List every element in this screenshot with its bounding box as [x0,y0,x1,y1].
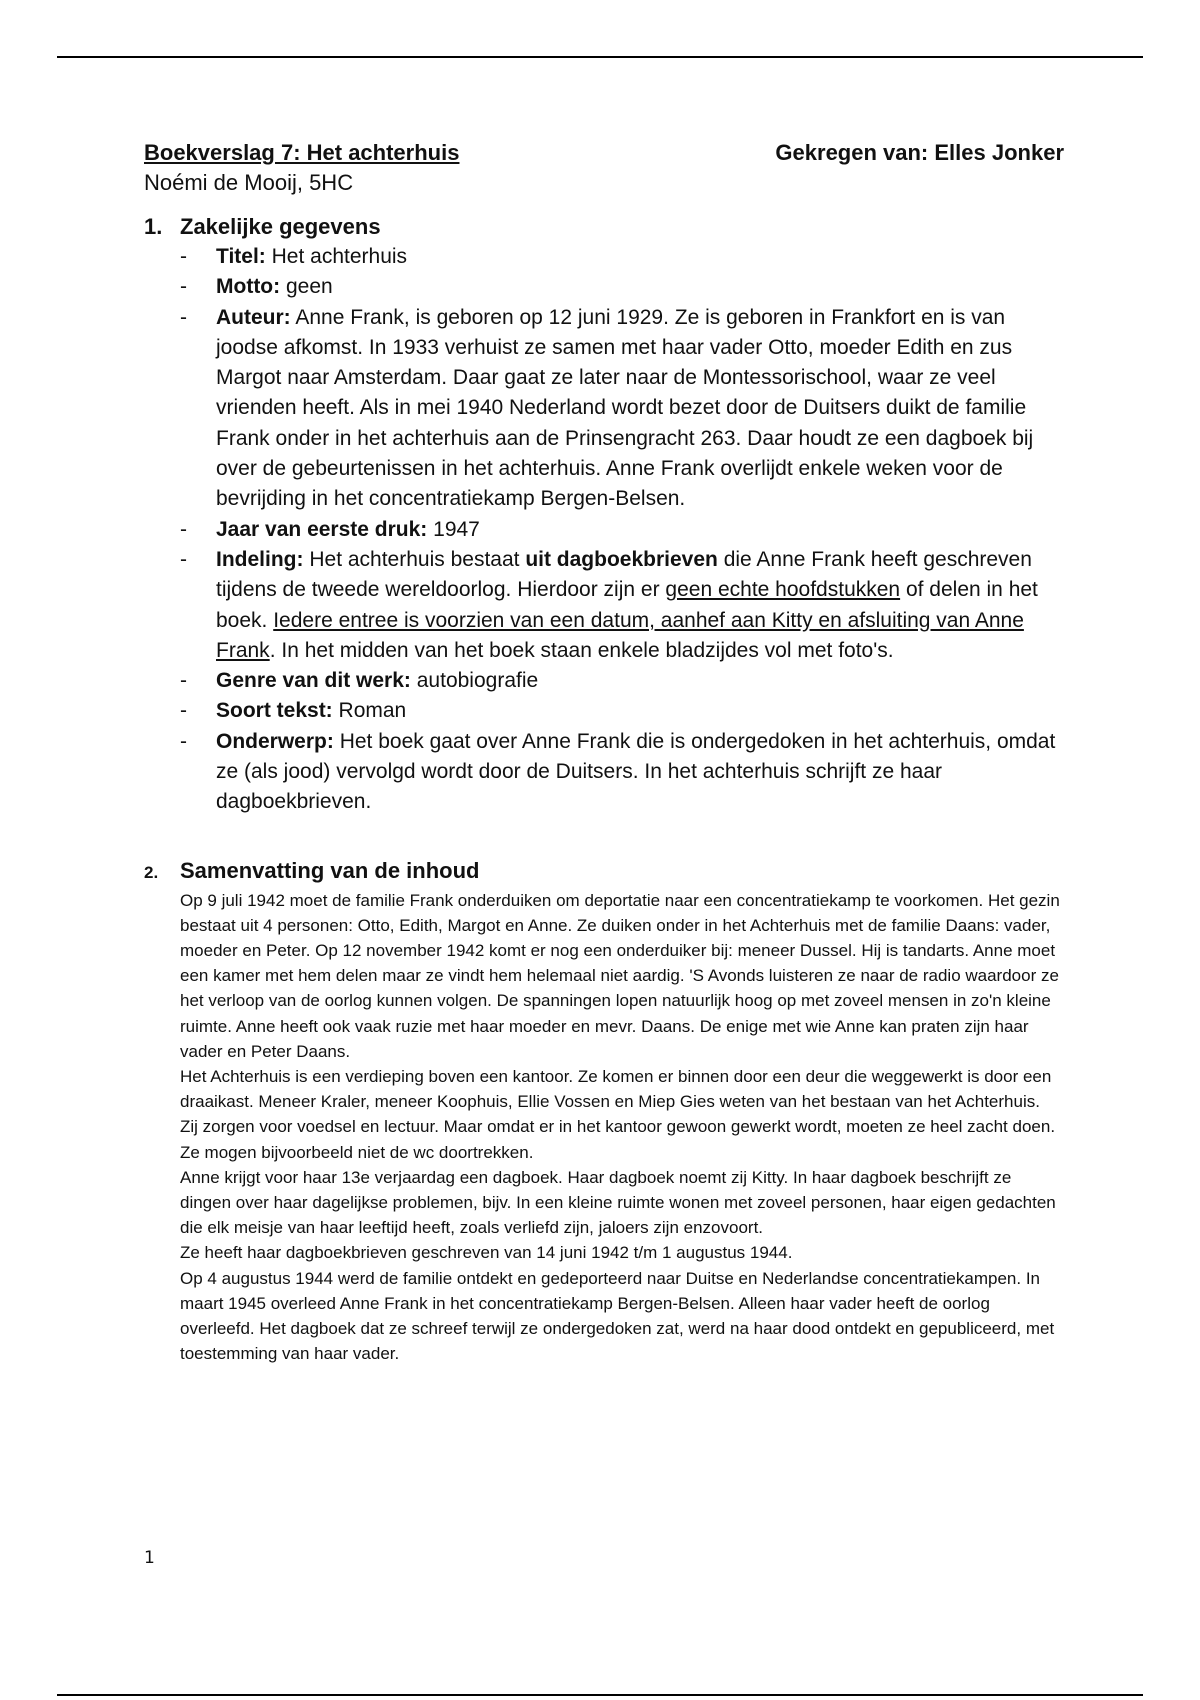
section-number: 1. [144,214,163,239]
details-list [144,242,1064,818]
bullet: - [180,547,187,571]
item-value: Roman [338,699,407,723]
section-title: Samenvatting van de inhoud [180,857,480,883]
bullet: - [180,305,187,329]
list-item-motto [180,272,1064,302]
list-item-soort [180,696,1064,726]
item-emphasis: uit dagboekbrieven [525,547,718,571]
item-label: Soort tekst: [216,699,333,723]
report-title: Boekverslag 7: Het achterhuis [144,140,460,165]
item-label: Motto: [216,275,281,299]
bullet: - [180,517,187,541]
item-label: Genre van dit werk: [216,669,411,693]
item-label: Jaar van eerste druk: [216,517,428,541]
list-item-titel [180,242,1064,272]
item-value: geen [285,275,333,299]
item-text: die Anne Frank heeft geschreven tijdens de tweede wereldoorlog. Hierdoor zijn er [216,547,1032,602]
summary-paragraph: Anne krijgt voor haar 13e verjaardag een dagboek. Haar dagboek noemt zij Kitty. In haar dagboek beschrijft ze dingen over haar dagelijkse problemen, bijv. In een kleine ruimte wonen met zoveel personen, haar eigen gedachten die elk meisje van haar leeftijd heeft, zoals verliefd zijn, jaloers zijn enzovoort. [180,1167,1056,1238]
summary-paragraph: Op 4 augustus 1944 werd de familie ontdekt en gedeporteerd naar Duitse en Nederlandse concentratiekampen. In maart 1945 overleed Anne Frank in het concentratiekamp Bergen-Belsen. Alleen haar vader heeft de oorlog overleefd. Het dagboek dat ze schreef terwijl ze ondergedoken zat, werd na haar dood ontdekt en gepubliceerd, met toestemming van haar vader. [180,1268,1055,1364]
item-underlined: geen echte hoofdstukken [665,578,901,602]
summary-paragraph: Het Achterhuis is een verdieping boven een kantoor. Ze komen er binnen door een deur die weggewerkt is door een draaikast. Meneer Kraler, meneer Koophuis, Ellie Vossen en Miep Gies weten van het bestaan van het Achterhuis. Zij zorgen voor voedsel en lectuur. Maar omdat er in het kantoor gewoon gewerkt wordt, moeten ze heel zacht doen. Ze mogen bijvoorbeeld niet de wc doortrekken. [180,1067,1056,1162]
item-text: of delen in het boek. [216,578,1038,632]
list-item-jaar [180,515,1064,545]
item-text: Het achterhuis bestaat [309,547,520,571]
item-value: Anne Frank, is geboren op 12 juni 1929. Ze is geboren in Frankfort en is van joodse afkomst. In 1933 verhuist ze samen met haar vader Otto, moeder Edith en zus Margot naar Amsterdam. Daar gaat ze later naar de Montessorischool, waar ze veel vrienden heeft. Als in mei 1940 Nederland wordt bezet door de Duitsers duikt de familie Frank onder in het achterhuis aan de Prinsengracht 263. Daar houdt ze een dagboek bij over de gebeurtenissen in het achterhuis. Anne Frank overlijdt enkele weken voor de bevrijding in het concentratiekamp Bergen-Belsen. [216,305,1034,511]
item-value: Het boek gaat over Anne Frank die is ondergedoken in het achterhuis, omdat ze (als jood) vervolgd wordt door de Duitsers. In het achterhuis schrijft ze haar dagboekbrieven. [216,729,1056,814]
bottom-rule [57,1694,1143,1696]
list-item-genre [180,666,1064,696]
list-item-onderwerp [180,727,1064,818]
item-text: . In het midden van het boek staan enkele bladzijdes vol met foto's. [269,638,894,662]
item-value: Het achterhuis [271,245,408,268]
document-header [144,138,1064,168]
document-page [144,138,1064,1367]
list-item-auteur [180,303,1064,515]
summary-text [144,888,1060,1367]
bullet: - [180,669,187,693]
received-from: Gekregen van: Elles Jonker [775,140,1064,165]
bullet: - [180,729,187,753]
item-label: Indeling: [216,547,304,571]
bullet: - [180,245,187,268]
bullet: - [180,699,187,723]
section-title: Zakelijke gegevens [180,214,381,239]
item-label: Auteur: [216,305,291,329]
summary-paragraph: Ze heeft haar dagboekbrieven geschreven van 14 juni 1942 t/m 1 augustus 1944. [180,1243,793,1263]
summary-paragraph: Op 9 juli 1942 moet de familie Frank onderduiken om deportatie naar een concentratiekamp te voorkomen. Het gezin bestaat uit 4 personen: Otto, Edith, Margot en Anne. Ze duiken onder in het Achterhuis met de familie Daans: vader, moeder en Peter. Op 12 november 1942 komt er nog een onderduiker bij: meneer Dussel. Hij is tandarts. Anne moet een kamer met hem delen maar ze vindt hem helemaal niet aardig. 'S Avonds luisteren ze naar de radio waardoor ze het verloop van de oorlog kunnen volgen. De spanningen lopen natuurlijk hoog op met zoveel mensen in zo'n kleine ruimte. Anne heeft ook vaak ruzie met haar moeder en mevr. Daans. De enige met wie Anne kan praten zijn haar vader en Peter Daans. [180,890,1060,1061]
section-2-heading [144,856,1064,888]
item-value: 1947 [433,517,480,541]
bullet: - [180,275,187,299]
section-1-heading [144,212,1064,242]
item-label: Titel: [216,245,266,268]
top-rule [57,56,1143,58]
author-line: Noémi de Mooij, 5HC [144,170,354,195]
item-underlined: Iedere entree is voorzien van een datum, aanhef aan Kitty en afsluiting van Anne Frank [216,608,1024,662]
page-number: 1 [144,1548,155,1568]
item-value: autobiografie [416,669,539,693]
list-item-indeling [180,545,1064,666]
section-number: 2. [144,862,159,882]
item-label: Onderwerp: [216,729,334,753]
